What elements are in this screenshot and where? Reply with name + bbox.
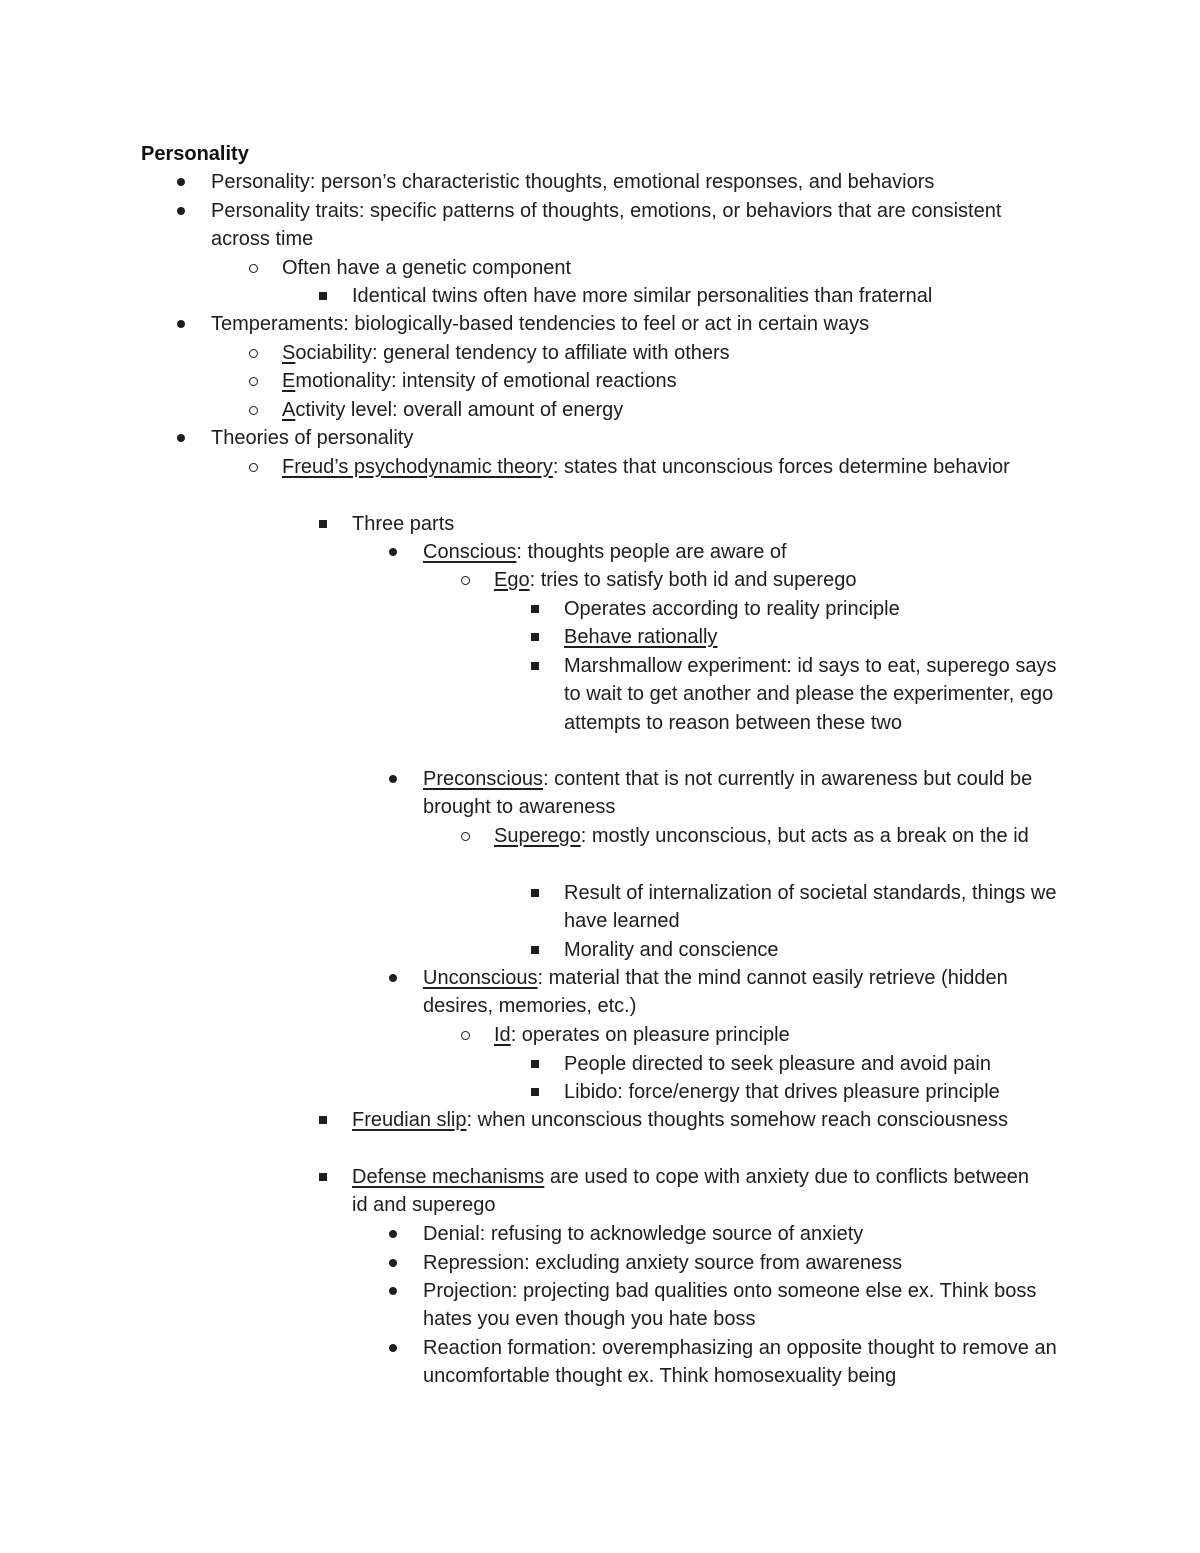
- list-item: [564, 595, 1064, 623]
- item-description: : mostly unconscious, but acts as a break on the id: [580, 825, 1029, 847]
- item-description: People directed to seek pleasure and avoid pain: [564, 1053, 991, 1075]
- bullet-circle-icon: [461, 832, 470, 841]
- list-item-text: [494, 822, 1064, 850]
- underlined-term: Freudian slip: [352, 1109, 467, 1131]
- list-item: [494, 822, 1064, 850]
- item-description: Personality traits: specific patterns of thoughts, emotions, or behaviors that are consistent across time: [211, 200, 1002, 251]
- item-description: Morality and conscience: [564, 939, 779, 961]
- bullet-circle-icon: [249, 264, 258, 273]
- underlined-term: Preconscious: [423, 768, 544, 790]
- list-item-text: [423, 538, 1063, 566]
- item-description: Temperaments: biologically-based tendencies to feel or act in certain ways: [211, 313, 870, 335]
- list-item: [282, 396, 1022, 424]
- list-item: [423, 538, 1063, 566]
- list-item-text: [282, 254, 1022, 282]
- list-item: [352, 1106, 1032, 1134]
- bullet-square-icon: [319, 1116, 327, 1124]
- list-item-text: [423, 1220, 1063, 1248]
- underlined-term: A: [282, 399, 296, 421]
- list-item: [352, 510, 1032, 538]
- item-description: Libido: force/energy that drives pleasure principle: [564, 1081, 1000, 1103]
- list-item-text: [564, 936, 1064, 964]
- underlined-term: S: [282, 342, 296, 364]
- bullet-circle-icon: [249, 349, 258, 358]
- list-item: [564, 1078, 1064, 1106]
- list-item: [211, 168, 1011, 196]
- bullet-square-icon: [531, 633, 539, 641]
- bullet-disc-icon: [389, 775, 397, 783]
- list-item-text: [352, 282, 1032, 310]
- bullet-disc-icon: [389, 1259, 397, 1267]
- bullet-square-icon: [531, 946, 539, 954]
- item-description: ociability: general tendency to affiliate with others: [295, 342, 730, 364]
- underlined-term: Conscious: [423, 541, 517, 563]
- list-item-text: [282, 396, 1022, 424]
- list-item-text: [423, 765, 1063, 822]
- bullet-square-icon: [531, 1088, 539, 1096]
- item-description: Operates according to reality principle: [564, 598, 900, 620]
- list-item: [282, 254, 1022, 282]
- bullet-circle-icon: [461, 576, 470, 585]
- bullet-disc-icon: [389, 974, 397, 982]
- list-item-text: [494, 566, 1064, 594]
- bullet-square-icon: [531, 605, 539, 613]
- list-item: [564, 936, 1064, 964]
- list-item-text: [423, 964, 1063, 1021]
- bullet-square-icon: [531, 662, 539, 670]
- list-item-text: [211, 197, 1011, 254]
- list-item: [352, 1163, 1032, 1220]
- list-item-text: [564, 652, 1064, 737]
- underlined-term: Ego: [494, 569, 530, 591]
- item-description: : material that the mind cannot easily retrieve (hidden desires, memories, etc.): [423, 967, 1008, 1018]
- list-item: [494, 1021, 1064, 1049]
- list-item-text: [211, 310, 1011, 338]
- list-item: [423, 1220, 1063, 1248]
- item-description: Marshmallow experiment: id says to eat, superego says to wait to get another and please the experimenter, ego attempts to reason between these two: [564, 655, 1057, 734]
- list-item-text: [211, 424, 1011, 452]
- bullet-square-icon: [319, 520, 327, 528]
- underlined-term: Behave rationally: [564, 626, 718, 648]
- list-item-text: [282, 367, 1022, 395]
- item-description: : states that unconscious forces determine behavior: [552, 456, 1010, 478]
- item-description: Result of internalization of societal standards, things we have learned: [564, 882, 1057, 933]
- list-item-text: [494, 1021, 1064, 1049]
- bullet-disc-icon: [177, 207, 185, 215]
- list-item-text: [282, 339, 1022, 367]
- list-item: [564, 623, 1064, 651]
- underlined-term: Unconscious: [423, 967, 538, 989]
- list-item-text: [423, 1334, 1063, 1391]
- list-item-text: [564, 623, 1064, 651]
- list-item-text: [282, 453, 1022, 481]
- bullet-disc-icon: [177, 320, 185, 328]
- underlined-term: Id: [494, 1024, 511, 1046]
- item-description: : thoughts people are aware of: [516, 541, 787, 563]
- item-description: ctivity level: overall amount of energy: [295, 399, 624, 421]
- page-title: Personality: [141, 143, 249, 165]
- list-item-text: [564, 1078, 1064, 1106]
- bullet-circle-icon: [461, 1031, 470, 1040]
- item-description: Often have a genetic component: [282, 257, 572, 279]
- bullet-circle-icon: [249, 463, 258, 472]
- list-item: [423, 1277, 1063, 1334]
- item-description: : content that is not currently in awareness but could be brought to awareness: [423, 768, 1033, 819]
- item-description: are used to cope with anxiety due to conflicts between id and superego: [352, 1166, 1030, 1217]
- item-description: Projection: projecting bad qualities onto someone else ex. Think boss hates you even though you hate boss: [423, 1280, 1037, 1331]
- item-description: : operates on pleasure principle: [510, 1024, 790, 1046]
- list-item: [211, 424, 1011, 452]
- list-item: [564, 879, 1064, 936]
- item-description: Three parts: [352, 513, 455, 535]
- underlined-term: Defense mechanisms: [352, 1166, 545, 1188]
- bullet-disc-icon: [177, 178, 185, 186]
- underlined-term: Superego: [494, 825, 581, 847]
- item-description: Identical twins often have more similar personalities than fraternal: [352, 285, 933, 307]
- list-item: [423, 1249, 1063, 1277]
- bullet-disc-icon: [389, 548, 397, 556]
- item-description: Denial: refusing to acknowledge source of anxiety: [423, 1223, 864, 1245]
- item-description: : tries to satisfy both id and superego: [529, 569, 857, 591]
- list-item: [211, 310, 1011, 338]
- list-item-text: [352, 1106, 1032, 1134]
- list-item: [423, 964, 1063, 1021]
- list-item: [494, 566, 1064, 594]
- bullet-square-icon: [531, 1060, 539, 1068]
- list-item-text: [564, 595, 1064, 623]
- list-item-text: [564, 879, 1064, 936]
- bullet-circle-icon: [249, 406, 258, 415]
- list-item: [423, 765, 1063, 822]
- list-item: [564, 1050, 1064, 1078]
- item-description: Repression: excluding anxiety source from awareness: [423, 1252, 903, 1274]
- list-item: [352, 282, 1032, 310]
- bullet-disc-icon: [389, 1287, 397, 1295]
- list-item: [564, 652, 1064, 737]
- bullet-disc-icon: [177, 434, 185, 442]
- bullet-circle-icon: [249, 377, 258, 386]
- list-item-text: [211, 168, 1011, 196]
- bullet-square-icon: [319, 292, 327, 300]
- item-description: Reaction formation: overemphasizing an opposite thought to remove an uncomfortable thought ex. Think homosexuality being: [423, 1337, 1057, 1388]
- list-item: [282, 453, 1022, 481]
- item-description: : when unconscious thoughts somehow reach consciousness: [466, 1109, 1008, 1131]
- bullet-square-icon: [531, 889, 539, 897]
- item-description: Personality: person’s characteristic thoughts, emotional responses, and behaviors: [211, 171, 935, 193]
- underlined-term: E: [282, 370, 296, 392]
- list-item-text: [352, 1163, 1032, 1220]
- item-description: motionality: intensity of emotional reactions: [295, 370, 677, 392]
- list-item: [423, 1334, 1063, 1391]
- underlined-term: Freud’s psychodynamic theory: [282, 456, 553, 478]
- list-item-text: [423, 1249, 1063, 1277]
- list-item: [282, 367, 1022, 395]
- list-item: [282, 339, 1022, 367]
- list-item: [211, 197, 1011, 254]
- item-description: Theories of personality: [211, 427, 414, 449]
- bullet-disc-icon: [389, 1344, 397, 1352]
- list-item-text: [352, 510, 1032, 538]
- bullet-disc-icon: [389, 1230, 397, 1238]
- bullet-square-icon: [319, 1173, 327, 1181]
- list-item-text: [423, 1277, 1063, 1334]
- list-item-text: [564, 1050, 1064, 1078]
